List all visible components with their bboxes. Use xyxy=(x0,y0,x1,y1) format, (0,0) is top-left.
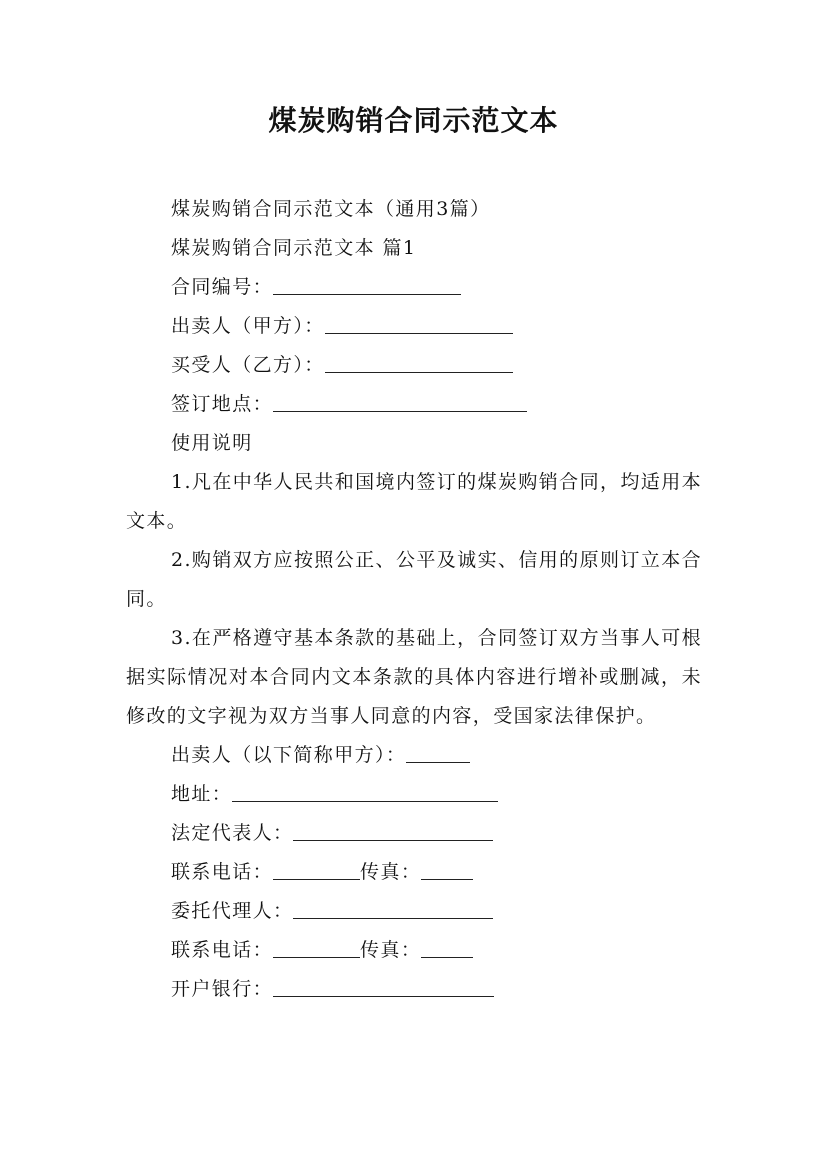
usage-heading: 使用说明 xyxy=(171,432,253,454)
seller-line xyxy=(126,307,702,346)
agent-label: 委托代理人： xyxy=(171,900,294,922)
legal-rep-line xyxy=(126,814,702,853)
contract-number-line xyxy=(126,268,702,307)
contract-number-blank xyxy=(273,272,461,295)
section-heading: 煤炭购销合同示范文本 篇1 xyxy=(171,237,417,259)
seller-label: 出卖人（甲方）： xyxy=(171,315,325,337)
buyer-label: 买受人（乙方）： xyxy=(171,354,325,376)
document-body xyxy=(126,190,702,1009)
fax-blank xyxy=(421,857,473,880)
bank-label: 开户银行： xyxy=(171,978,274,1000)
address-blank xyxy=(232,779,498,802)
agent-blank xyxy=(293,896,493,919)
phone-fax-line xyxy=(126,853,702,892)
usage-item-2: 2.购销双方应按照公正、公平及诚实、信用的原则订立本合同。 xyxy=(126,549,702,610)
party-a-line xyxy=(126,736,702,775)
agent-line xyxy=(126,892,702,931)
sign-place-blank xyxy=(273,389,527,412)
address-label: 地址： xyxy=(171,783,233,805)
document-subtitle: 煤炭购销合同示范文本（通用3篇） xyxy=(171,198,491,220)
phone2-blank xyxy=(273,935,360,958)
sign-place-label: 签订地点： xyxy=(171,393,274,415)
phone-blank xyxy=(273,857,360,880)
buyer-blank xyxy=(325,350,513,373)
bank-blank xyxy=(273,974,494,997)
party-a-blank xyxy=(406,740,470,763)
party-a-label: 出卖人（以下简称甲方）： xyxy=(171,744,407,766)
legal-rep-blank xyxy=(293,818,493,841)
buyer-line xyxy=(126,346,702,385)
seller-blank xyxy=(325,311,513,334)
sign-place-line xyxy=(126,385,702,424)
address-line xyxy=(126,775,702,814)
phone-label: 联系电话： xyxy=(171,861,274,883)
phone2-label: 联系电话： xyxy=(171,939,274,961)
contract-number-label: 合同编号： xyxy=(171,276,274,298)
fax-label: 传真： xyxy=(360,861,422,883)
usage-item-3: 3.在严格遵守基本条款的基础上，合同签订双方当事人可根据实际情况对本合同内文本条款的具体内容进行增补或删减，未修改的文字视为双方当事人同意的内容，受国家法律保护。 xyxy=(126,627,702,727)
phone-fax-line-2 xyxy=(126,931,702,970)
fax2-label: 传真： xyxy=(360,939,422,961)
bank-line xyxy=(126,970,702,1009)
document-title: 煤炭购销合同示范文本 xyxy=(268,104,559,137)
fax2-blank xyxy=(421,935,473,958)
legal-rep-label: 法定代表人： xyxy=(171,822,294,844)
usage-item-1: 1.凡在中华人民共和国境内签订的煤炭购销合同，均适用本文本。 xyxy=(126,471,702,532)
